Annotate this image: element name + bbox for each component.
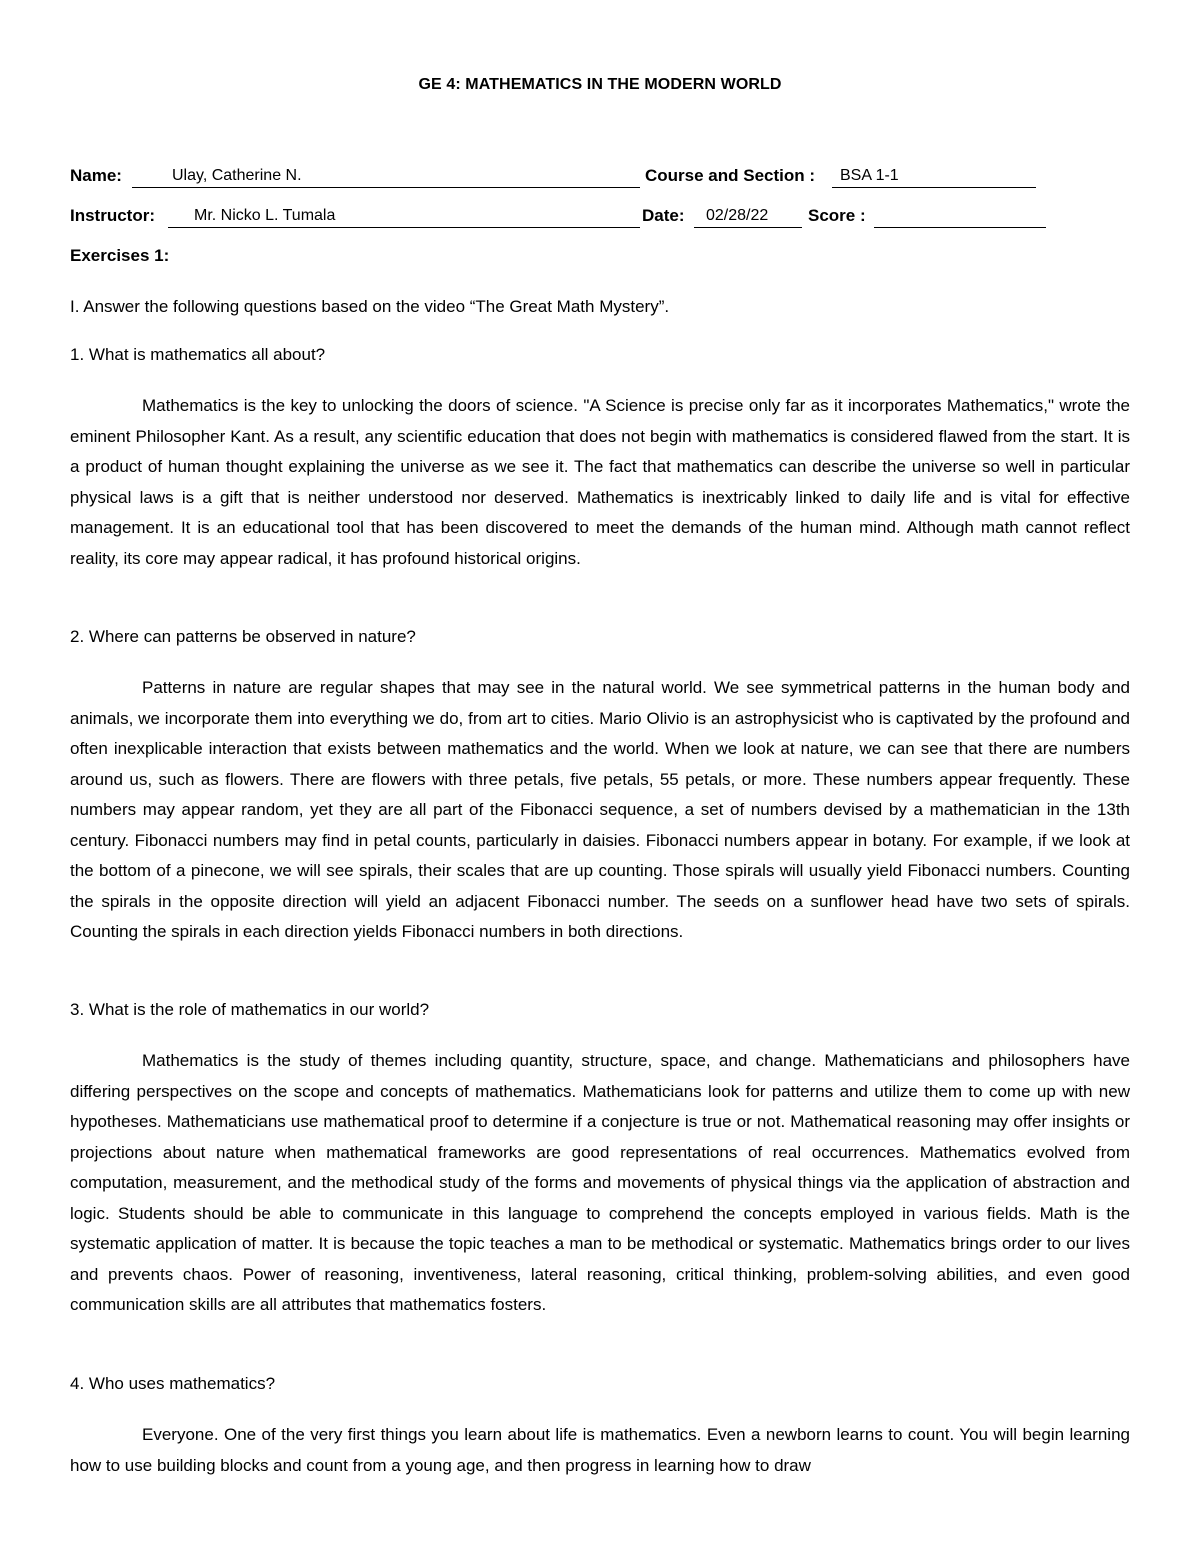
question-3: 3. What is the role of mathematics in our world? [70,1000,430,1019]
answer-4: Everyone. One of the very first things you learn about life is mathematics. Even a newborn learns to count. You will begin learning how to use building blocks and count from a young age, and then progress in learning how to draw [70,1425,1130,1475]
score-label: Score : [808,206,866,225]
course-section-value: BSA 1-1 [832,166,1036,188]
question-2: 2. Where can patterns be observed in nature? [70,627,416,646]
date-value: 02/28/22 [694,206,802,228]
document-title: GE 4: MATHEMATICS IN THE MODERN WORLD [418,76,782,93]
instructor-date-row [70,206,1050,228]
date-label: Date: [642,206,685,225]
name-label: Name: [70,166,122,185]
question-4: 4. Who uses mathematics? [70,1374,276,1393]
instructor-value: Mr. Nicko L. Tumala [168,206,640,228]
course-section-label: Course and Section : [645,166,816,185]
name-course-row [70,166,1050,188]
question-1: 1. What is mathematics all about? [70,345,326,364]
name-value: Ulay, Catherine N. [132,166,640,188]
instructor-label: Instructor: [70,206,155,225]
answer-3: Mathematics is the study of themes including quantity, structure, space, and change. Mathematicians and philosophers have differing perspectives on the scope and concepts of mathematics. Mathematicians look for patterns and utilize them to come up with new hypotheses. Mathematicians use mathematical proof to determine if a conjecture is true or not. Mathematical reasoning may offer insights or projections about nature when mathematical frameworks are good representations of real occurrences. Mathematics evolved from computation, measurement, and the methodical study of the forms and movements of physical things via the application of abstraction and logic. Students should be able to communicate in this language to comprehend the concepts employed in various fields. Math is the systematic application of matter. It is because the topic teaches a man to be methodical or systematic. Mathematics brings order to our lives and prevents chaos. Power of reasoning, inventiveness, lateral reasoning, critical thinking, problem-solving abilities, and even good communication skills are all attributes that mathematics fosters. [70,1051,1130,1314]
score-value [874,206,1046,228]
answer-2: Patterns in nature are regular shapes that may see in the natural world. We see symmetrical patterns in the human body and animals, we incorporate them into everything we do, from art to cities. Mario Olivio is an astrophysicist who is captivated by the profound and often inexplicable interaction that exists between mathematics and the world. When we look at nature, we can see that there are numbers around us, such as flowers. There are flowers with three petals, five petals, 55 petals, or more. These numbers appear frequently. These numbers may appear random, yet they are all part of the Fibonacci sequence, a set of numbers devised by a mathematician in the 13th century. Fibonacci numbers may find in petal counts, particularly in daisies. Fibonacci numbers appear in botany. For example, if we look at the bottom of a pinecone, we will see spirals, their scales that are up counting. Those spirals will usually yield Fibonacci numbers. Counting the spirals in the opposite direction will yield an adjacent Fibonacci number. The seeds on a sunflower head have two sets of spirals. Counting the spirals in each direction yields Fibonacci numbers in both directions. [70,678,1130,941]
instruction-text: I. Answer the following questions based on the video “The Great Math Mystery”. [70,297,670,316]
exercises-heading: Exercises 1: [70,246,170,265]
answer-1: Mathematics is the key to unlocking the doors of science. "A Science is precise only far as it incorporates Mathematics," wrote the eminent Philosopher Kant. As a result, any scientific education that does not begin with mathematics is considered flawed from the start. It is a product of human thought explaining the universe as we see it. The fact that mathematics can describe the universe so well in particular physical laws is a gift that is neither understood nor deserved. Mathematics is inextricably linked to daily life and is vital for effective management. It is an educational tool that has been discovered to meet the demands of the human mind. Although math cannot reflect reality, its core may appear radical, it has profound historical origins. [70,396,1130,568]
